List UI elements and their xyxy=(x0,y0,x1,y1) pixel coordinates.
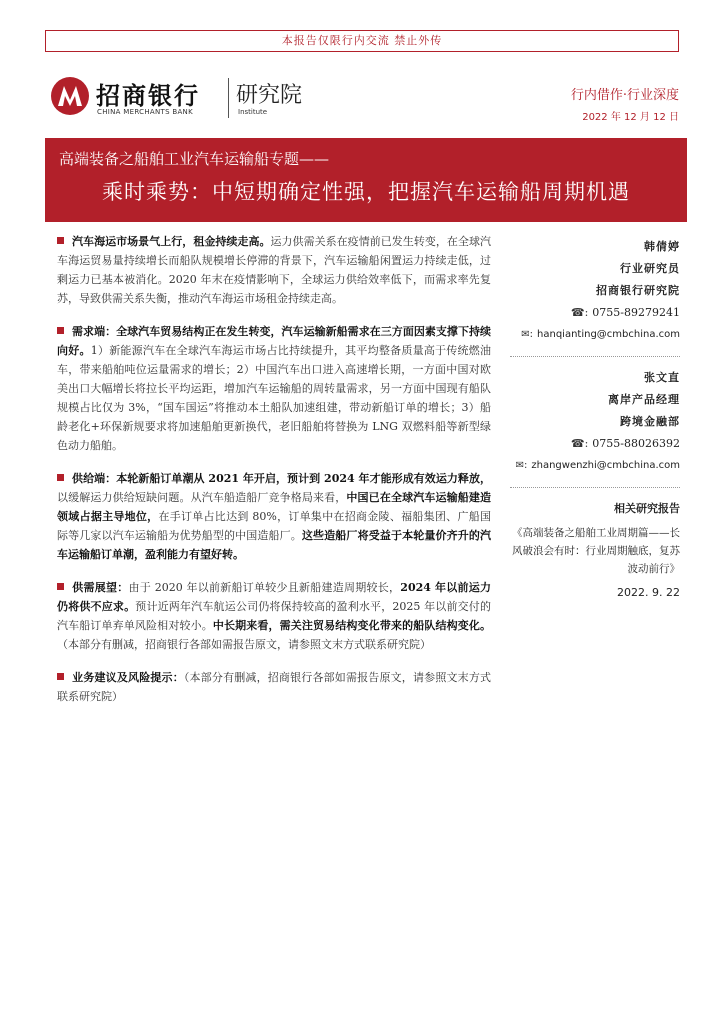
related-report-title[interactable]: 《高端装备之船舶工业周期篇——长风破浪会有时：行业周期触底，复苏波动前行》 xyxy=(512,527,680,575)
paragraph-text: 1）新能源汽车在全球汽车海运市场占比持续提升，其平均整备质量高于传统燃油车，带来船舶吨位运量需求的增长；2）中国汽车出口进入高速增长期，一方面中国对欧美出口大幅增长将拉长平均运距，增加汽车运输船的周转量需求，另一方面中国现有船队规模占比仅为 3%，“国车国运”将推动本土船队加速组建，带动新船订单的增长；3）船龄老化+环保新规要求将加速船舶更新换代，老旧船舶将替换为 LNG 双燃料船等新型绿色动力船舶。 xyxy=(57,344,492,452)
paragraph-supply xyxy=(57,469,491,564)
logo xyxy=(50,74,350,124)
bullet-icon xyxy=(57,327,64,334)
analyst-title: 离岸产品经理 xyxy=(608,393,680,406)
paragraph-text: 运力供需关系在疫情前已发生转变，在全球汽车海运贸易量持续增长而船队规模增长停滞的背景下，汽车运输船闲置运力持续走低，过剩运力已基本被消化。2020 年末在疫情影响下，全球运力供给效率低下，而需求率先复苏，导致供需关系失衡，推动汽车海运市场租金持续走高。 xyxy=(57,235,491,305)
cmb-logo-icon xyxy=(50,76,90,116)
analyst-phone-row xyxy=(510,433,680,455)
paragraph-text-2: 在手订单占比达到 80%，订单集中在招商金陵、福船集团、广船国际等几家以汽车运输船为优势船型的中国造船厂。 xyxy=(57,510,491,542)
related-report-date: 2022. 9. 22 xyxy=(617,586,680,599)
report-type: 行内借作·行业深度 xyxy=(570,88,679,103)
paragraph-text-2: 预计近两年汽车航运公司仍将保持较高的盈利水平，2025 年以前交付的汽车船订单弃单风险相对较小。 xyxy=(57,600,491,632)
paragraph-text: 以缓解运力供给短缺问题。从汽车船造船厂竞争格局来看， xyxy=(57,491,347,504)
paragraph-text-3: （本部分有删减，招商银行各部如需报告原文，请参照文末方式联系研究院） xyxy=(57,638,431,651)
bullet-icon xyxy=(57,583,64,590)
paragraph-lead: 需求端：全球汽车贸易结构正在发生转变，汽车运输新船需求在三方面因素支撑下持续向好。 xyxy=(57,325,491,357)
mail-icon: ✉: xyxy=(515,460,528,471)
analyst-email[interactable]: hanqianting@cmbchina.com xyxy=(537,329,680,340)
summary-body xyxy=(57,232,491,720)
paragraph-lead-3: 中长期来看，需关注贸易结构变化带来的船队结构变化。 xyxy=(212,619,491,632)
mail-icon: ✉: xyxy=(521,329,534,340)
paragraph-text: 由于 2020 年以前新船订单较少且新船建造周期较长， xyxy=(128,581,401,594)
analyst-name: 韩倩婷 xyxy=(644,240,680,253)
paragraph-lead: 业务建议及风险提示： xyxy=(72,671,184,684)
paragraph-lead: 汽车海运市场景气上行，租金持续走高。 xyxy=(72,235,271,248)
analyst-email[interactable]: zhangwenzhi@cmbchina.com xyxy=(531,460,680,471)
paragraph-lead-2: 中国已在全球汽车运输船建造领域占据主导地位， xyxy=(57,491,491,523)
paragraph-outlook xyxy=(57,578,491,654)
paragraph-text: （本部分有删减，招商银行各部如需报告原文，请参照文末方式联系研究院） xyxy=(57,671,492,703)
report-subtitle: 高端装备之船舶工业汽车运输船专题—— xyxy=(59,150,330,168)
analyst-title: 行业研究员 xyxy=(620,262,680,275)
analyst-phone-row xyxy=(510,302,680,324)
paragraph-lead-2: 2024 年以前运力仍将供不应求。 xyxy=(57,581,491,613)
analyst-email-row xyxy=(510,324,680,346)
paragraph-market xyxy=(57,232,491,308)
analyst-phone: 0755-89279241 xyxy=(592,306,680,319)
analyst-card xyxy=(510,367,680,477)
bullet-icon xyxy=(57,237,64,244)
logo-institute-en: Institute xyxy=(238,108,268,116)
analyst-org: 招商银行研究院 xyxy=(596,284,680,297)
distribution-notice: 本报告仅限行内交流 禁止外传 xyxy=(45,30,679,52)
bullet-icon xyxy=(57,673,64,680)
paragraph-advice xyxy=(57,668,491,706)
paragraph-demand xyxy=(57,322,491,455)
report-date: 2022 年 12 月 12 日 xyxy=(582,112,679,123)
analyst-card xyxy=(510,236,680,346)
analyst-sidebar xyxy=(510,236,680,599)
bullet-icon xyxy=(57,474,64,481)
logo-institute-cn: 研究院 xyxy=(236,83,303,108)
divider xyxy=(510,346,680,357)
logo-divider xyxy=(228,78,229,118)
analyst-name: 张文直 xyxy=(644,371,680,384)
paragraph-lead-3: 这些造船厂将受益于本轮量价齐升的汽车运输船订单潮，盈利能力有望好转。 xyxy=(57,529,492,561)
logo-name-en: CHINA MERCHANTS BANK xyxy=(97,108,193,116)
title-banner xyxy=(45,138,687,222)
phone-icon: ☎: xyxy=(570,306,589,319)
logo-name-cn: 招商银行 xyxy=(96,82,200,110)
paragraph-lead: 供需展望： xyxy=(72,581,129,594)
paragraph-lead: 供给端：本轮新船订单潮从 2021 年开启，预计到 2024 年才能形成有效运力释放， xyxy=(72,472,491,485)
analyst-email-row xyxy=(510,455,680,477)
phone-icon: ☎: xyxy=(570,437,589,450)
related-reports-heading: 相关研究报告 xyxy=(614,502,680,515)
divider xyxy=(510,477,680,488)
analyst-org: 跨境金融部 xyxy=(620,415,680,428)
analyst-phone: 0755-88026392 xyxy=(592,437,680,450)
report-title: 乘时乘势：中短期确定性强，把握汽车运输船周期机遇 xyxy=(102,180,630,204)
